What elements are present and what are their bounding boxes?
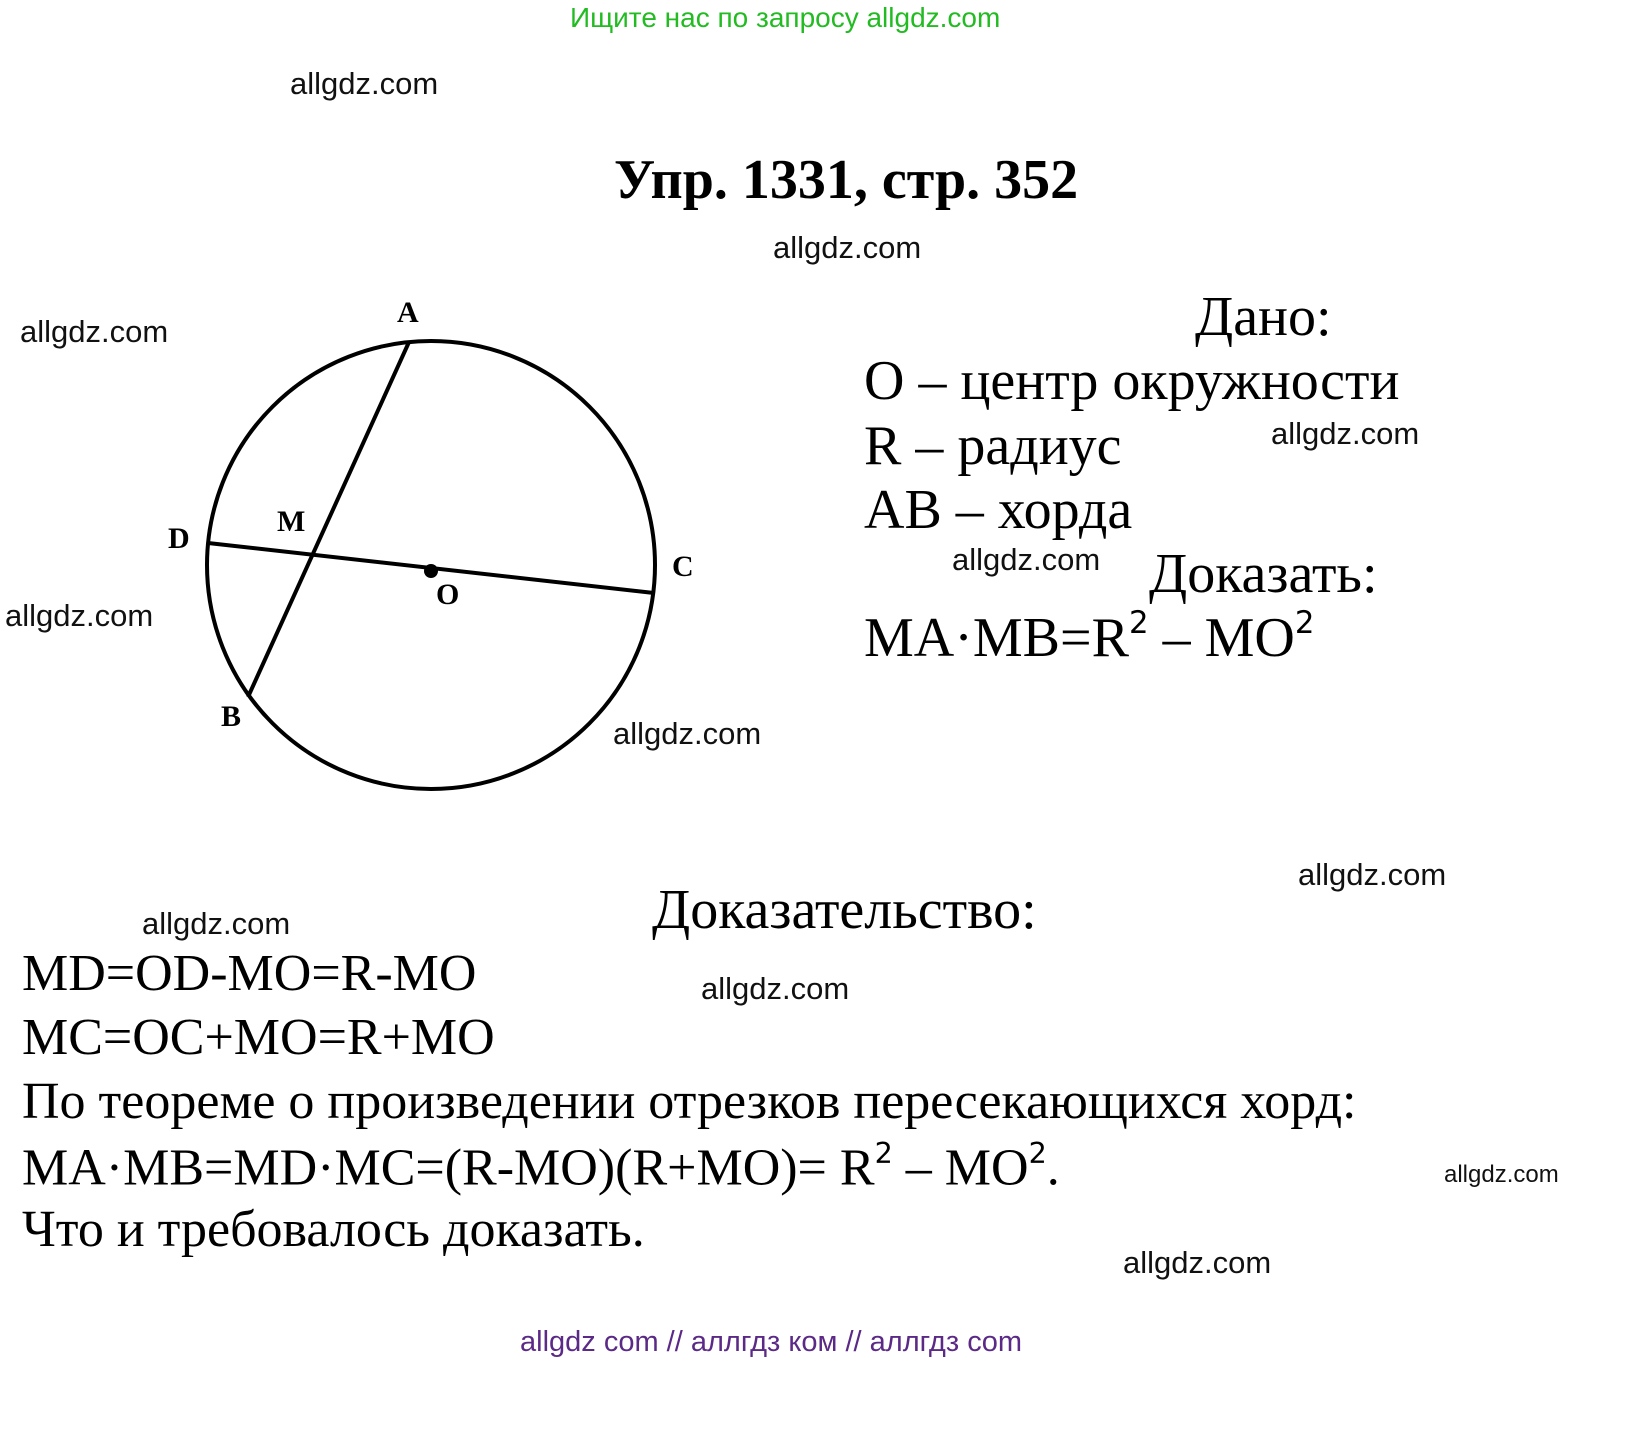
proof-line-product [22, 1136, 1060, 1197]
point-label-m: M [277, 505, 306, 538]
watermark: allgdz.com [1271, 416, 1420, 451]
point-label-b: B [221, 700, 242, 733]
proof-line-mc: MC=OC+MO=R+MO [22, 1009, 495, 1066]
watermark: allgdz.com [1444, 1161, 1559, 1188]
proof-exponent: 2 [1028, 1136, 1047, 1170]
point-label-a: A [397, 296, 419, 329]
watermark: allgdz.com [1123, 1245, 1272, 1280]
watermark: allgdz.com [20, 314, 169, 349]
bottom-banner: allgdz com // аллгдз ком // аллгдз com [520, 1326, 1022, 1358]
watermark: allgdz.com [1298, 857, 1447, 892]
point-label-d: D [168, 522, 190, 555]
given-heading: Дано: [1195, 286, 1332, 348]
page-title: Упр. 1331, стр. 352 [614, 149, 1079, 211]
given-line-center: O – центр окружности [864, 350, 1400, 412]
proof-line-theorem: По теореме о произведении отрезков пересекающихся хорд: [22, 1073, 1357, 1130]
given-line-chord: AB – хорда [864, 479, 1133, 541]
point-label-c: C [672, 550, 694, 583]
watermark: allgdz.com [952, 542, 1101, 577]
watermark: allgdz.com [142, 906, 291, 941]
proof-heading: Доказательство: [652, 879, 1037, 941]
proof-product-lhs: MA·MB=MD·MC=(R-MO)(R+MO)= R [22, 1139, 875, 1197]
prove-mid: – MO [1148, 607, 1295, 670]
top-banner: Ищите нас по запросу allgdz.com [570, 2, 1001, 33]
chord-ab [248, 342, 409, 697]
watermark: allgdz.com [701, 971, 850, 1006]
watermark: allgdz.com [5, 598, 154, 633]
proof-line-md: MD=OD-MO=R-MO [22, 945, 477, 1002]
prove-statement [864, 605, 1314, 670]
prove-heading: Доказать: [1149, 543, 1378, 605]
watermark: allgdz.com [290, 66, 439, 101]
watermark: allgdz.com [613, 716, 762, 751]
proof-product-end: . [1046, 1139, 1060, 1197]
given-line-radius: R – радиус [864, 415, 1122, 477]
prove-exponent: 2 [1128, 605, 1149, 641]
proof-conclusion: Что и требовалось доказать. [22, 1201, 645, 1258]
point-label-o: O [436, 578, 460, 611]
prove-exponent: 2 [1294, 605, 1315, 641]
center-point [424, 564, 438, 578]
proof-exponent: 2 [874, 1136, 893, 1170]
proof-product-mid: – MO [892, 1139, 1029, 1197]
watermark: allgdz.com [773, 230, 922, 265]
prove-lhs: MA·MB=R [864, 607, 1129, 670]
